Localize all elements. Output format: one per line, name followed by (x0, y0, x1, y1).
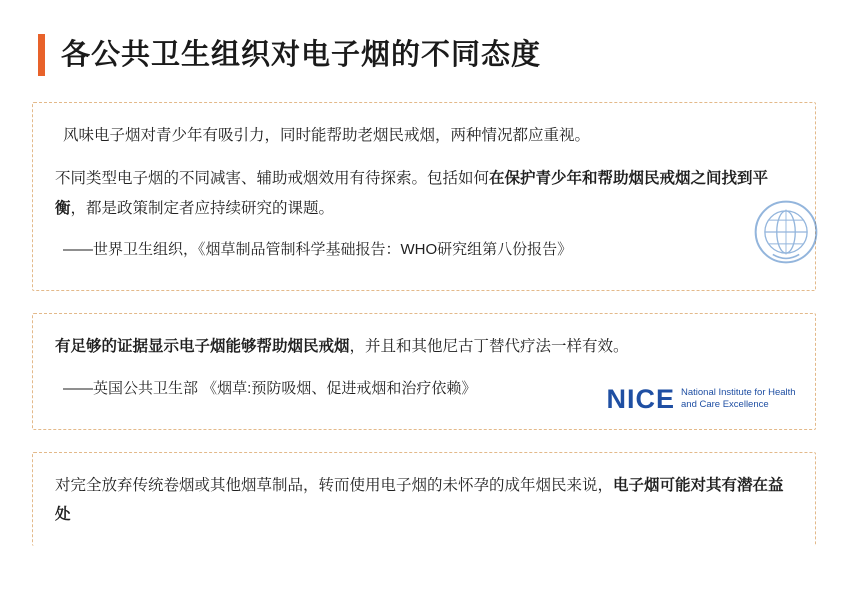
quote-line-rich (55, 164, 793, 223)
quote-text-bold: 有足够的证据显示电子烟能够帮助烟民戒烟 (55, 338, 350, 356)
nice-subtitle: National Institute for Health and Care Excellence (681, 387, 796, 411)
quote-source: ——英国公共卫生部 《烟草:预防吸烟、促进戒烟和治疗依赖》 (63, 379, 477, 397)
quote-block-third (32, 452, 816, 546)
quote-block-phe (32, 313, 816, 429)
quote-text-bold: 在保护青少年和帮助烟民戒烟之间找到平衡 (55, 170, 769, 217)
nice-logo-icon (606, 384, 801, 415)
quote-blocks (0, 102, 842, 546)
quote-line: 风味电子烟对青少年有吸引力，同时能帮助老烟民戒烟，两种情况都应重视。 (63, 127, 591, 144)
quote-source: ——世界卫生组织，《烟草制品管制科学基础报告：WHO研究组第八份报告》 (63, 241, 573, 259)
quote-line-rich (55, 471, 793, 530)
nice-wordmark: NICE (606, 383, 675, 414)
page-title: 各公共卫生组织对电子烟的不同态度 (61, 38, 542, 71)
page-title-row (0, 0, 842, 76)
quote-text-pre: 不同类型电子烟的不同减害、辅助戒烟效用有待探索。包括如何 (55, 170, 490, 188)
quote-line-rich (55, 332, 793, 361)
quote-text-pre: 对完全放弃传统卷烟或其他烟草制品，转而使用电子烟的未怀孕的成年烟民来说， (55, 476, 614, 494)
quote-text-post: ，都是政策制定者应持续研究的课题。 (70, 199, 335, 217)
quote-text-bold: 电子烟可能对其有潜在益处 (55, 476, 784, 524)
quote-block-who (32, 102, 816, 291)
title-accent-bar (38, 34, 45, 76)
quote-text-post: ，并且和其他尼古丁替代疗法一样有效。 (349, 338, 629, 356)
